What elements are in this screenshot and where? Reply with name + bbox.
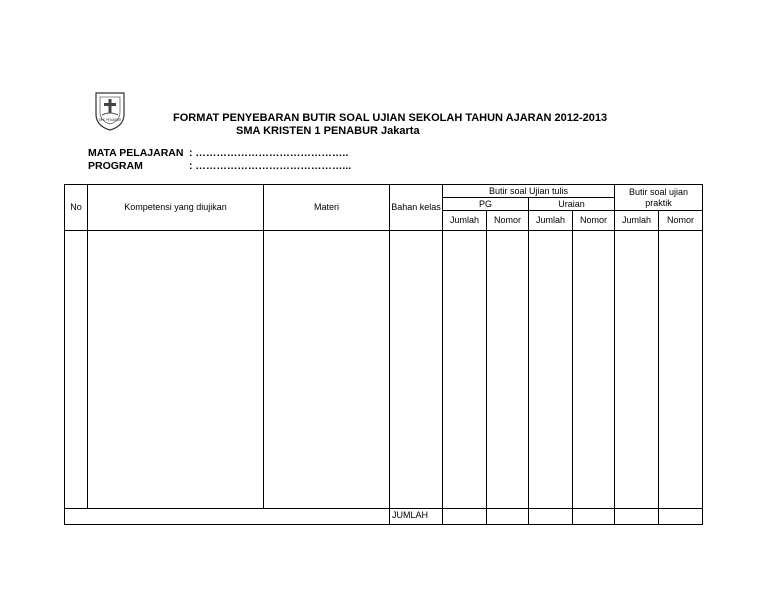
praktik-nomor-header: Nomor <box>666 215 694 225</box>
program-value: : ……………………………………... <box>189 160 352 172</box>
footer-jumlah-label: JUMLAH <box>391 510 428 520</box>
uraian-jumlah-header: Jumlah <box>535 215 565 225</box>
pg-jumlah-header: Jumlah <box>449 215 479 225</box>
col-no-header: No <box>70 202 82 212</box>
mata-pelajaran-value: : …………………………………….. <box>189 147 349 159</box>
mata-pelajaran-label: MATA PELAJARAN <box>88 147 184 159</box>
pg-nomor-header: Nomor <box>493 215 521 225</box>
col-kompetensi-header: Kompetensi yang diujikan <box>124 202 227 212</box>
group-ujian-tulis-header: Butir soal Ujian tulis <box>488 185 569 196</box>
group-pg-header: PG <box>478 198 492 209</box>
program-label: PROGRAM <box>88 160 143 172</box>
svg-text:BPK PENABUR: BPK PENABUR <box>98 118 122 122</box>
program-field <box>88 160 351 172</box>
school-name: SMA KRISTEN 1 PENABUR Jakarta <box>236 125 420 137</box>
praktik-jumlah-header: Jumlah <box>621 215 651 225</box>
school-logo <box>92 90 128 132</box>
mata-pelajaran-field <box>88 147 348 159</box>
group-ujian-praktik-header: Butir soal ujian praktik <box>628 186 689 208</box>
group-uraian-header: Uraian <box>558 198 585 209</box>
col-bahan-kelas-header: Bahan kelas <box>391 202 441 212</box>
uraian-nomor-header: Nomor <box>579 215 607 225</box>
document-title: FORMAT PENYEBARAN BUTIR SOAL UJIAN SEKOLAH TAHUN AJARAN 2012-2013 <box>173 112 608 124</box>
col-materi-header: Materi <box>313 202 339 212</box>
